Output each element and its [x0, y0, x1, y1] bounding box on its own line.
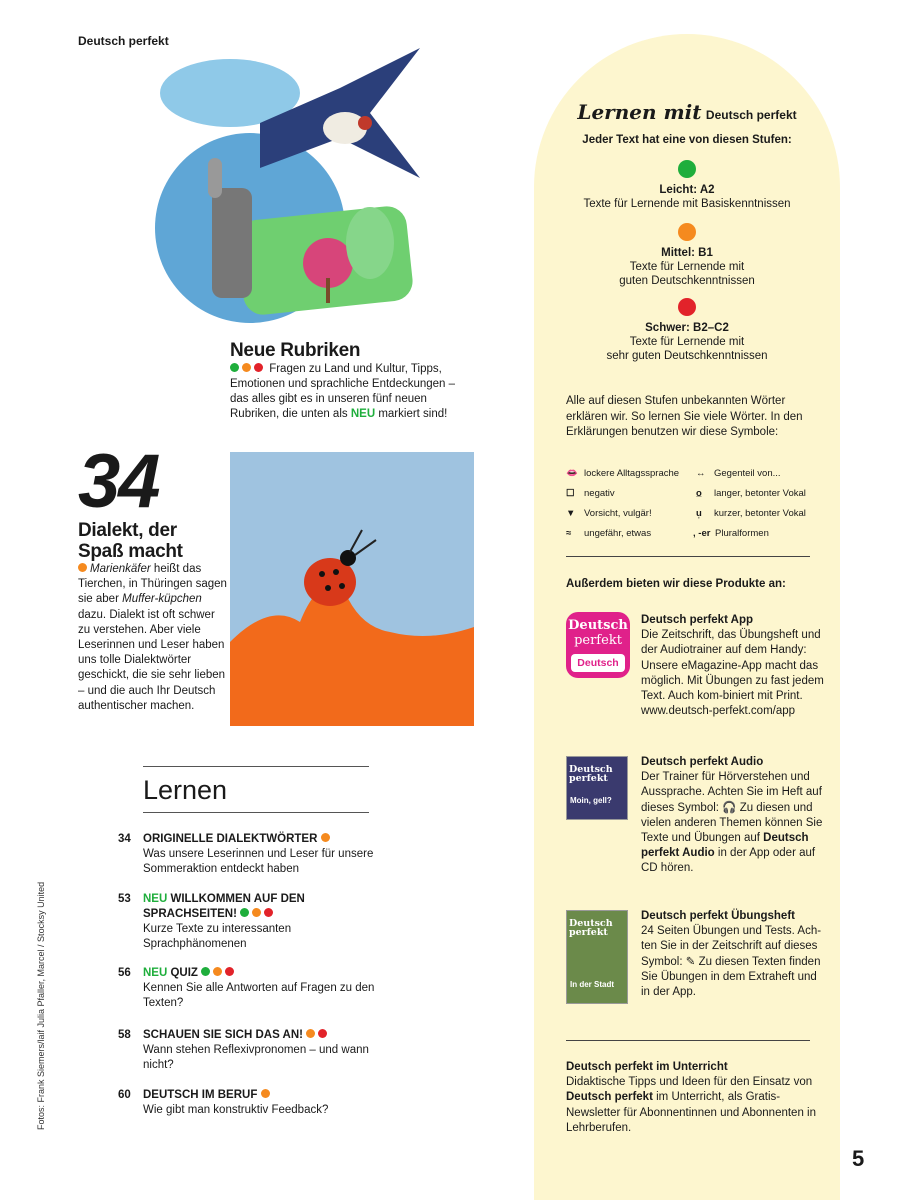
symbol-gegenteil: ↔ Gegenteil von...: [696, 468, 781, 479]
toc-title: DEUTSCH IM BERUF: [143, 1088, 378, 1103]
collage-illustration: [140, 28, 430, 328]
divider: [566, 1040, 810, 1041]
red-dot-icon: [225, 967, 234, 976]
lernen-divider-top: [143, 766, 369, 767]
level-schwer: Schwer: B2–C2 Texte für Lernende mit sehr guten Deutschkenntnissen: [534, 298, 840, 363]
toc-title: SCHAUEN SIE SICH DAS AN!: [143, 1028, 378, 1043]
toc-title: ORIGINELLE DIALEKTWÖRTER: [143, 832, 378, 847]
plural-icon: , -er: [693, 528, 711, 539]
warning-icon: ▼: [566, 508, 576, 519]
toc-entry[interactable]: [118, 892, 378, 952]
orange-dot-icon: [78, 563, 87, 572]
feature-text: Marienkäfer heißt das Tierchen, in Thüringen sagen sie aber Muffer-küpchen dazu. Dialekt ist oft schwer zu verstehen. Aber viele Leserinnen und Leser haben uns tolle Dialektwörter geschickt, die sie sehr lieben – und die auch Ihr Deutsch authentischer machen.: [78, 563, 227, 712]
toc-description: Was unsere Leserinnen und Leser für unsere Sommeraktion entdeckt haben: [143, 848, 374, 875]
toc-entry[interactable]: [118, 832, 378, 877]
toc-entry[interactable]: [118, 1028, 378, 1073]
lernen-heading: Lernen: [143, 775, 228, 805]
toc-page-number: 60: [118, 1089, 131, 1101]
symbol-kurzer-vokal: u̩ kurzer, betonter Vokal: [696, 508, 806, 519]
symbol-plural: , -er Pluralformen: [693, 528, 769, 539]
unterricht-block: Deutsch perfekt im Unterricht Didaktische Tipps und Ideen für den Einsatz von Deutsch perfekt im Unterricht, als Gratis-Newsletter für Abonnentinnen und Abonnenten in Lehrberufen.: [566, 1061, 816, 1134]
product-uebungsheft: Deutsch perfekt Übungsheft 24 Seiten Übungen und Tests. Ach-ten Sie in der Zeitschrift auf dieses Symbol: ✎ Zu diesen Texten finden Sie Übungen in dem Extraheft und in der App.: [641, 910, 822, 999]
rubriken-title: Neue Rubriken: [230, 340, 361, 361]
ladybug-photo: [230, 452, 474, 726]
photo-credit: Fotos: Frank Siemers/laif Julia Pfaller, Marcel / Stocksy United: [36, 881, 46, 1130]
toc-description: Wie gibt man konstruktiv Feedback?: [143, 1104, 329, 1116]
orange-dot-icon: [261, 1089, 270, 1098]
toc-page-number: 58: [118, 1029, 131, 1041]
red-dot-icon: [678, 298, 696, 316]
product-app: Deutsch perfekt App Die Zeitschrift, das Übungsheft und der Audiotrainer auf dem Handy: Unsere eMagazine-App macht das möglich. Mit Übungen zu fast jedem Text. Auch kom-biniert mit Print. www.deutsch-perfekt.com/app: [641, 614, 824, 718]
symbol-ungefaehr: ≈ ungefähr, etwas: [566, 528, 652, 539]
red-dot-icon: [264, 908, 273, 917]
long-vowel-icon: o̲: [696, 488, 702, 499]
toc-page-number: 56: [118, 967, 131, 979]
orange-dot-icon: [252, 908, 261, 917]
uebungsheft-cover-image: Deutsch perfekt In der Stadt: [566, 910, 628, 1004]
green-dot-icon: [230, 363, 239, 372]
symbol-langer-vokal: o̲ langer, betonter Vokal: [696, 488, 806, 499]
orange-dot-icon: [678, 223, 696, 241]
orange-dot-icon: [242, 363, 251, 372]
brand-label: Deutsch perfekt: [78, 34, 169, 48]
app-icon[interactable]: Deutsch perfekt Deutsch: [566, 612, 630, 678]
rubriken-text: Fragen zu Land und Kultur, Tipps, Emotionen und sprachliche Entdeckungen – das alles gibt es in unseren fünf neuen Rubriken, die unten als NEU markiert sind!: [230, 363, 456, 420]
panel-logo: Lernen mit Deutsch perfekt: [577, 100, 797, 124]
neu-badge: NEU: [143, 967, 168, 979]
level-mittel: Mittel: B1 Texte für Lernende mit guten Deutschkenntnissen: [534, 223, 840, 288]
toc-title: NEU WILLKOMMEN AUF DEN SPRACHSEITEN!: [143, 893, 305, 920]
green-tree: [346, 207, 394, 279]
neu-badge: NEU: [143, 893, 168, 905]
lips-icon: 👄: [566, 468, 578, 479]
toc-page-number: 34: [118, 833, 131, 845]
audio-cover-image: Deutsch perfekt Moin, gell?: [566, 756, 628, 820]
toc-description: Wann stehen Reflexivpronomen – und wann nicht?: [143, 1044, 369, 1071]
page-number: 5: [852, 1146, 865, 1171]
hand-shape: [212, 188, 252, 298]
product-audio: Deutsch perfekt Audio Der Trainer für Hörverstehen und Aussprache. Achten Sie im Heft auf dieses Symbol: 🎧 Zu diesen und vielen anderen Themen können Sie Texte und Übungen auf Deutsch perfekt Audio in der App oder auf CD hören.: [641, 756, 823, 875]
feature-page-number: 34: [78, 439, 159, 524]
red-dot-icon: [318, 1029, 327, 1038]
thumbs-down-icon: ☐: [566, 488, 575, 499]
double-arrow-icon: ↔: [696, 468, 706, 479]
panel-subtitle: Jeder Text hat eine von diesen Stufen:: [582, 134, 792, 146]
symbol-negativ: ☐ negativ: [566, 488, 615, 499]
toc-description: Kennen Sie alle Antworten auf Fragen zu den Texten?: [143, 982, 375, 1009]
neu-badge: NEU: [350, 408, 376, 420]
toc-description: Kurze Texte zu interessanten Sprachphänomenen: [143, 923, 292, 950]
orange-dot-icon: [306, 1029, 315, 1038]
products-heading: Außerdem bieten wir diese Produkte an:: [566, 578, 786, 590]
feature-title: Dialekt, der Spaß macht: [78, 520, 183, 562]
toc-entry[interactable]: [118, 1088, 378, 1118]
green-dot-icon: [201, 967, 210, 976]
symbols-intro: Alle auf diesen Stufen unbekannten Wörter erklären wir. So lernen Sie viele Wörter. In den Erklärungen benutzen wir diese Symbole:: [566, 395, 803, 438]
approx-icon: ≈: [566, 528, 572, 539]
toc-entry[interactable]: [118, 966, 378, 1011]
lernen-divider-bottom: [143, 812, 369, 813]
symbol-umgangssprache: 👄 lockere Alltagssprache: [566, 468, 680, 479]
orange-dot-icon: [213, 967, 222, 976]
green-dot-icon: [240, 908, 249, 917]
divider: [566, 556, 810, 557]
level-leicht: Leicht: A2 Texte für Lernende mit Basiskenntnissen: [534, 160, 840, 211]
symbol-vulgaer: ▼ Vorsicht, vulgär!: [566, 508, 652, 519]
toc-page-number: 53: [118, 893, 131, 905]
green-dot-icon: [678, 160, 696, 178]
short-vowel-icon: u̩: [696, 508, 702, 519]
toc-title: NEU QUIZ: [143, 966, 378, 981]
red-dot-icon: [254, 363, 263, 372]
orange-dot-icon: [321, 833, 330, 842]
